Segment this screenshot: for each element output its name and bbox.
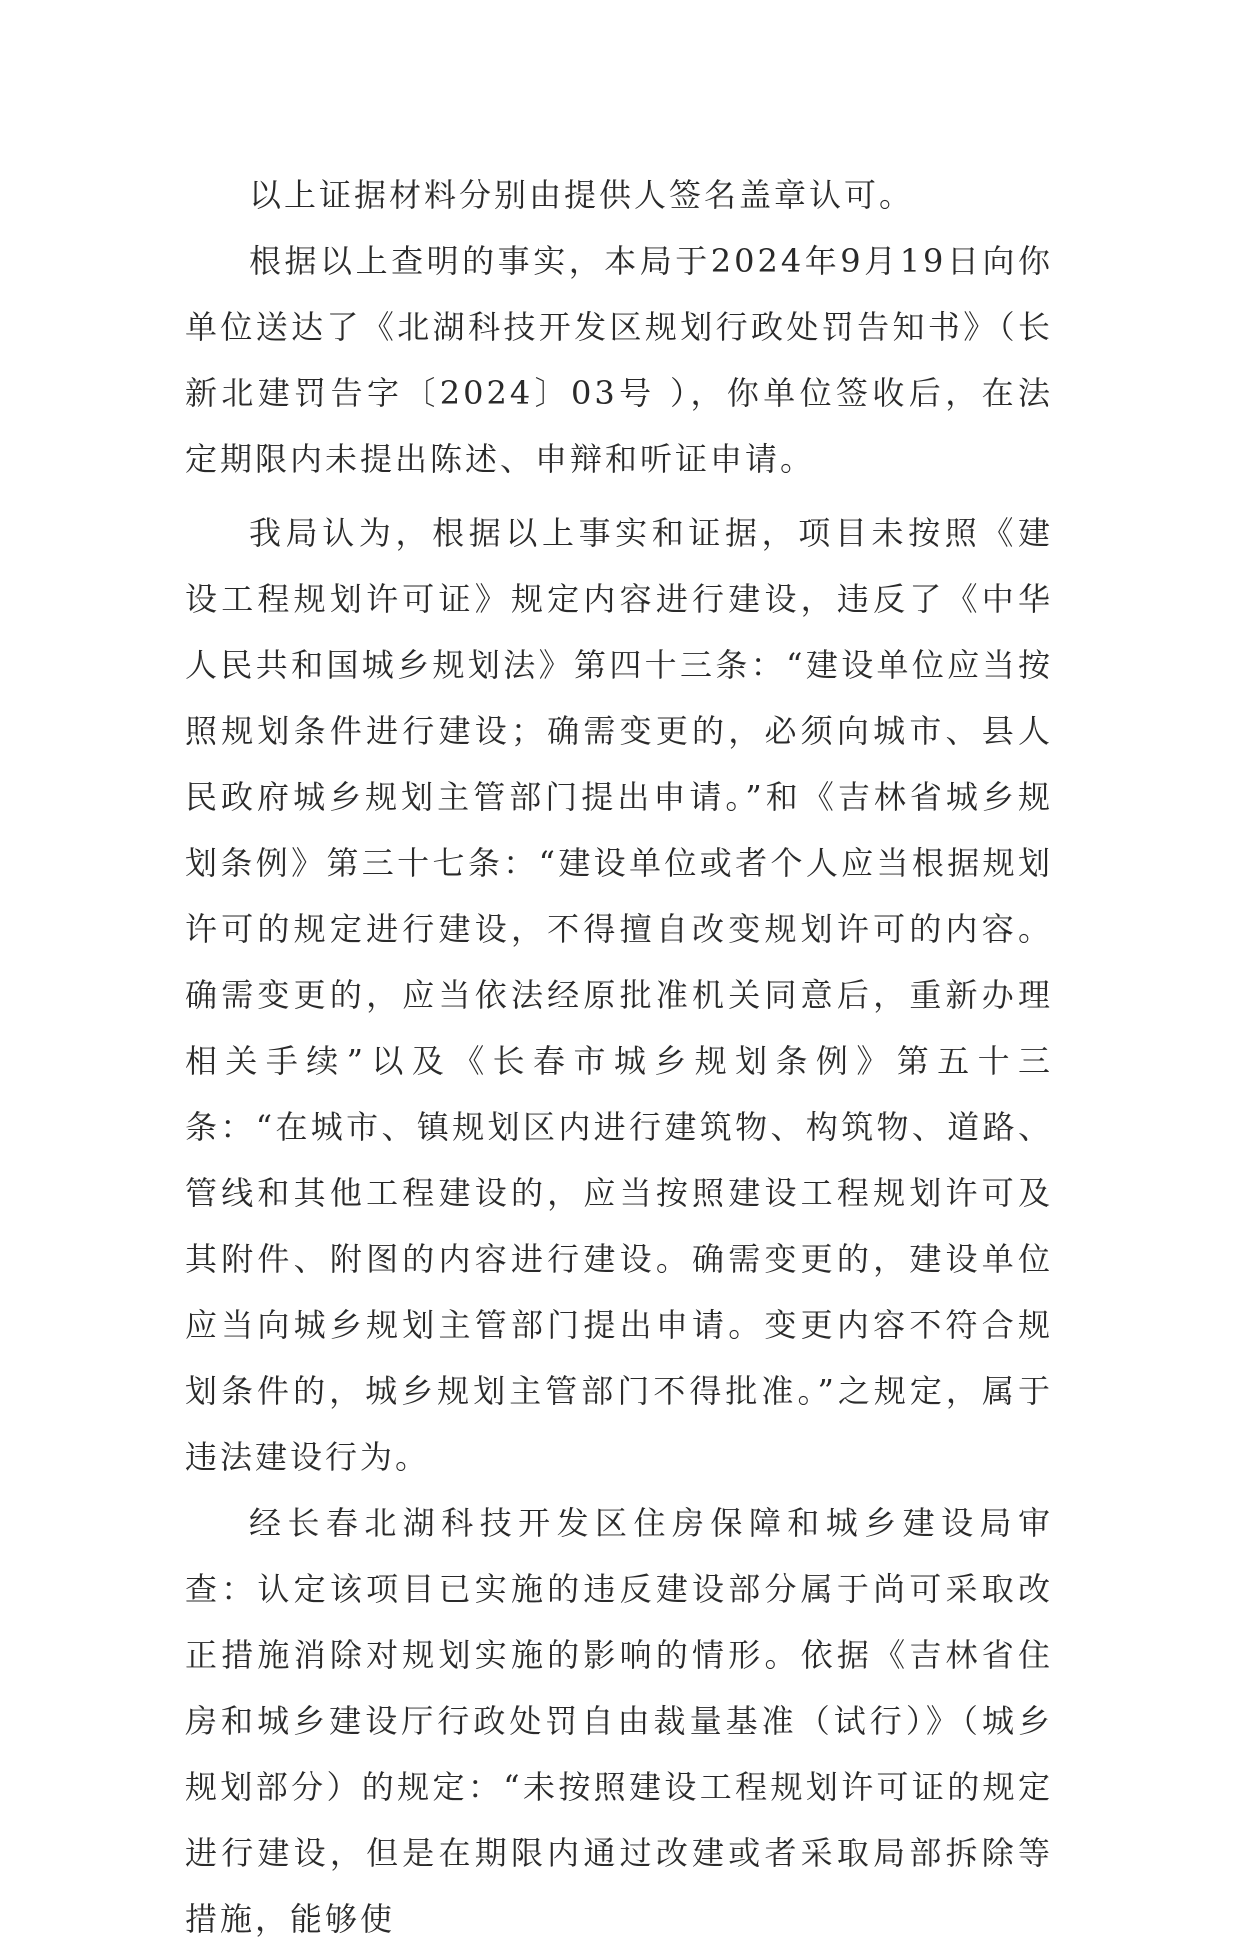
- paragraph-review-finding: 经长春北湖科技开发区住房保障和城乡建设局审查：认定该项目已实施的违反建设部分属于尚可采取改正措施消除对规划实施的影响的情形。依据《吉林省住房和城乡建设厅行政处罚自由裁量基准（试行）》（城乡规划部分）的规定：“未按照建设工程规划许可证的规定进行建设，但是在期限内通过改建或者采取局部拆除等措施，能够使: [185, 1504, 1053, 1938]
- document-body: [185, 162, 1053, 1952]
- paragraph-notice-delivery: 根据以上查明的事实，本局于2024年9月19日向你单位送达了《北湖科技开发区规划行政处罚告知书》（长新北建罚告字〔2024〕03号 ），你单位签收后，在法定期限内未提出陈述、申辩和听证申请。: [185, 242, 1053, 478]
- paragraph-evidence-confirmation: 以上证据材料分别由提供人签名盖章认可。: [249, 176, 915, 214]
- paragraph-legal-basis: 我局认为，根据以上事实和证据，项目未按照《建设工程规划许可证》规定内容进行建设，违反了《中华人民共和国城乡规划法》第四十三条：“建设单位应当按照规划条件进行建设；确需变更的，必须向城市、县人民政府城乡规划主管部门提出申请。”和《吉林省城乡规划条例》第三十七条：“建设单位或者个人应当根据规划许可的规定进行建设，不得擅自改变规划许可的内容。确需变更的，应当依法经原批准机关同意后，重新办理相关手续”以及《长春市城乡规划条例》第五十三条：“在城市、镇规划区内进行建筑物、构筑物、道路、管线和其他工程建设的，应当按照建设工程规划许可及其附件、附图的内容进行建设。确需变更的，建设单位应当向城乡规划主管部门提出申请。变更内容不符合规划条件的，城乡规划主管部门不得批准。”之规定，属于违法建设行为。: [185, 514, 1053, 1476]
